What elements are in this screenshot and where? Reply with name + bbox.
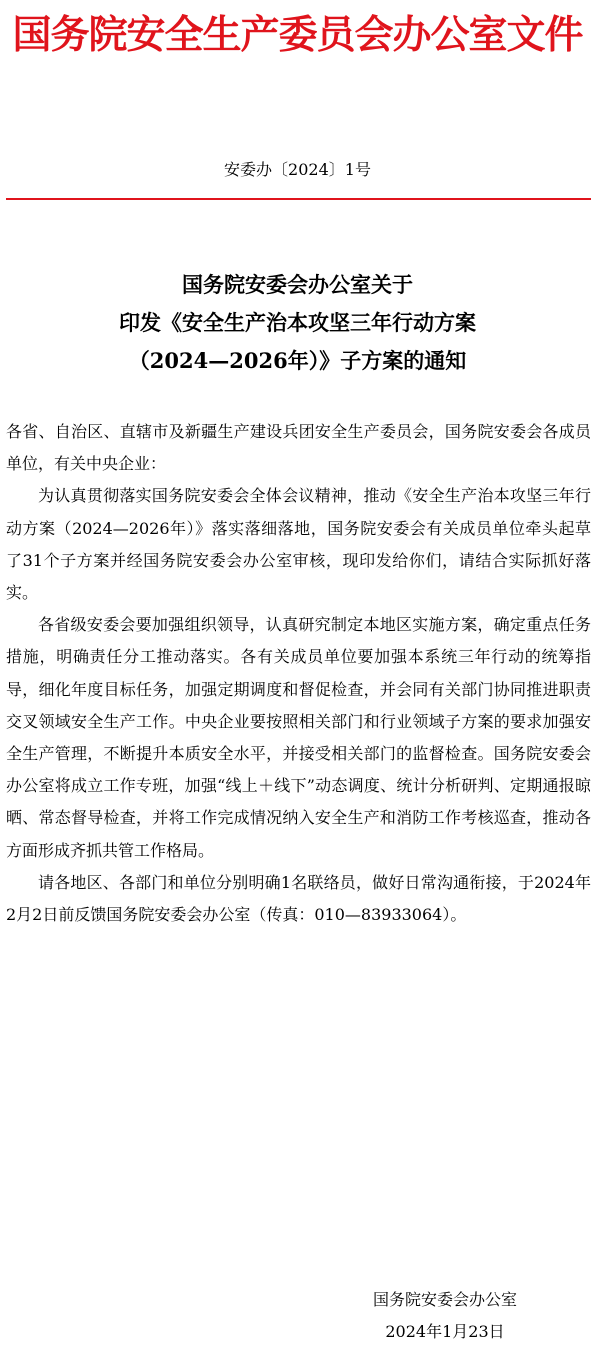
notice-title-line-2: 印发《安全生产治本攻坚三年行动方案 xyxy=(119,310,476,335)
signature-organization: 国务院安委会办公室 xyxy=(372,1290,517,1309)
red-divider-line xyxy=(6,198,591,200)
signature-date: 2024年1月23日 xyxy=(385,1322,505,1341)
signature-block xyxy=(373,1284,517,1348)
body-paragraph-3: 请各地区、各部门和单位分别明确1名联络员，做好日常沟通衔接，于2024年2月2日前反馈国务院安委会办公室（传真：010—83933064）。 xyxy=(6,872,591,925)
notice-title xyxy=(0,266,595,380)
body-paragraph-2: 各省级安委会要加强组织领导，认真研究制定本地区实施方案，确定重点任务措施，明确责任分工推动落实。各有关成员单位要加强本系统三年行动的统筹指导，细化年度目标任务，加强定期调度和督促检查，并会同有关部门协同推进职责交叉领域安全生产工作。中央企业要按照相关部门和行业领域子方案的要求加强安全生产管理，不断提升本质安全水平，并接受相关部门的监督检查。国务院安委会办公室将成立工作专班，加强“线上＋线下”动态调度、统计分析研判、定期通报晾晒、常态督导检查，并将工作完成情况纳入安全生产和消防工作考核巡查，推动各方面形成齐抓共管工作格局。 xyxy=(6,615,591,860)
document-body xyxy=(6,416,591,931)
document-header-title: 国务院安全生产委员会办公室文件 xyxy=(12,13,583,58)
body-paragraph-1: 为认真贯彻落实国务院安委会全体会议精神，推动《安全生产治本攻坚三年行动方案（2024—2026年）》落实落细落地，国务院安委会有关成员单位牵头起草了31个子方案并经国务院安委会办公室审核，现印发给你们，请结合实际抓好落实。 xyxy=(6,486,591,603)
salutation: 各省、自治区、直辖市及新疆生产建设兵团安全生产委员会，国务院安委会各成员单位，有关中央企业： xyxy=(6,422,591,474)
notice-title-line-1: 国务院安委会办公室关于 xyxy=(182,272,413,297)
notice-title-line-3: （2024—2026年）》子方案的通知 xyxy=(128,348,467,373)
document-number: 安委办〔2024〕1号 xyxy=(224,160,371,179)
